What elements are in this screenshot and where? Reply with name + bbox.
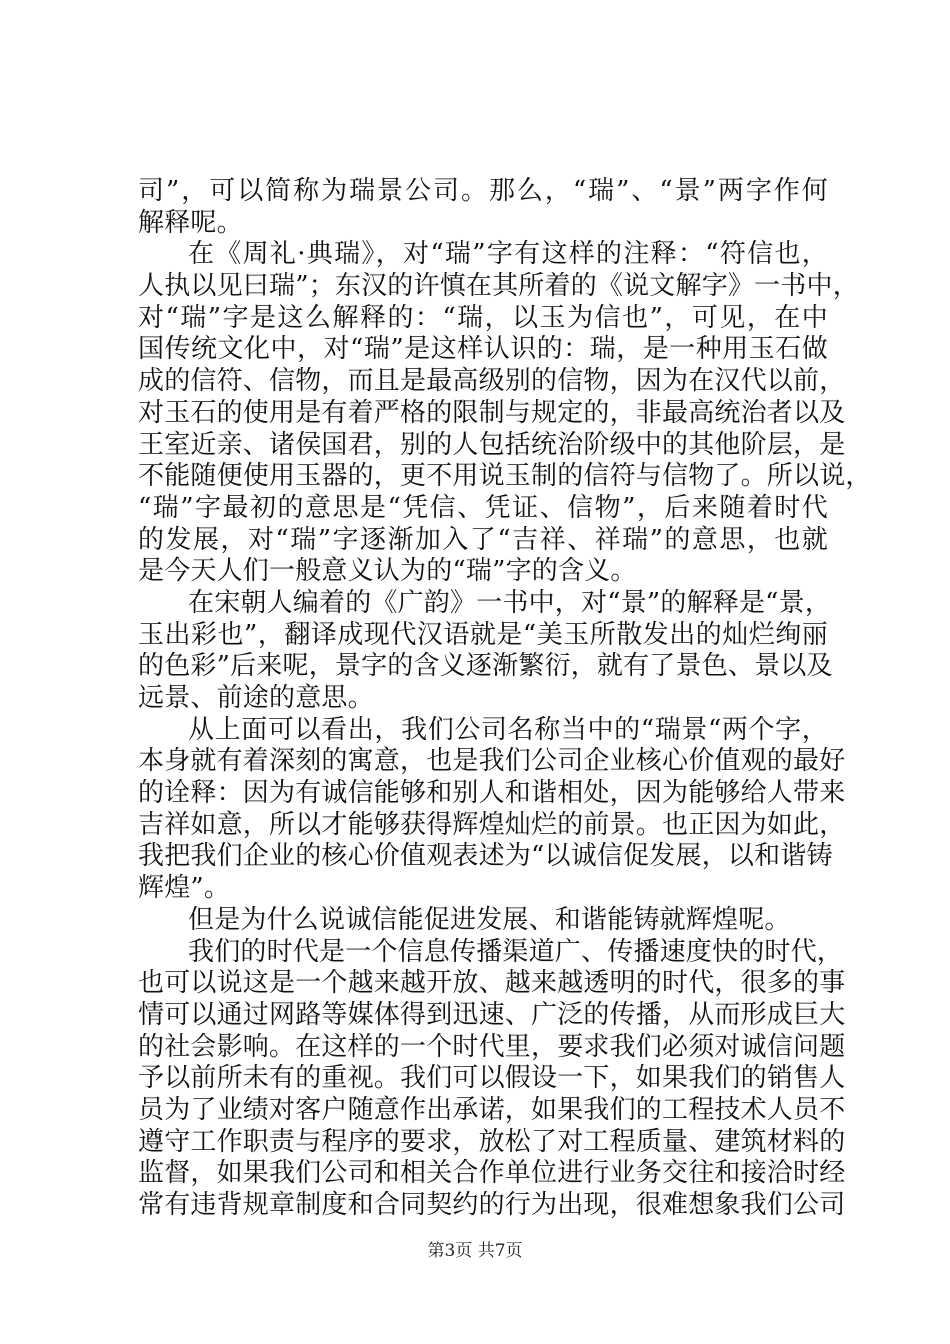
text-line: 我们的时代是一个信息传播渠道广、传播速度快的时代， (188, 936, 844, 967)
text-line: 辉煌”。 (138, 873, 231, 904)
text-line: 我把我们企业的核心价值观表述为“以诚信促发展，以和谐铸 (138, 841, 833, 872)
text-line: 的诠释：因为有诚信能够和别人和谐相处，因为能够给人带来 (138, 778, 846, 809)
text-line: 的色彩”后来呢，景字的含义逐渐繁衍，就有了景色、景以及 (138, 651, 833, 682)
text-line: 是今天人们一般意义认为的“瑞”字的含义。 (138, 556, 637, 587)
text-line: 司”，可以简称为瑞景公司。那么，“瑞”、“景”两字作何 (138, 176, 828, 206)
text-line: 对玉石的使用是有着严格的限制与规定的，非最高统治者以及 (138, 397, 846, 428)
text-line: 遵守工作职责与程序的要求，放松了对工程质量、建筑材料的 (138, 1126, 846, 1157)
text-line: 员为了业绩对客户随意作出承诺，如果我们的工程技术人员不 (138, 1094, 846, 1125)
page-number-footer: 第3页 共7页 (427, 1241, 523, 1261)
document-body (138, 176, 872, 1222)
text-line: 也可以说这是一个越来越开放、越来越透明的时代，很多的事 (138, 968, 846, 999)
text-line: 的社会影响。在这样的一个时代里，要求我们必须对诚信问题 (138, 1031, 846, 1062)
text-line: 成的信符、信物，而且是最高级别的信物，因为在汉代以前， (138, 366, 846, 397)
text-line: 国传统文化中，对“瑞”是这样认识的：瑞，是一种用玉石做 (138, 334, 828, 365)
text-line: 对“瑞”字是这么解释的：“瑞，以玉为信也”，可见，在中 (138, 302, 828, 333)
text-line: 王室近亲、诸侯国君，别的人包括统治阶级中的其他阶层，是 (138, 429, 846, 460)
text-line: 在宋朝人编着的《广韵》一书中，对“景”的解释是“景， (188, 587, 832, 618)
text-line: 从上面可以看出，我们公司名称当中的“瑞景“两个字， (188, 714, 828, 745)
text-line: 的发展，对“瑞”字逐渐加入了“吉祥、祥瑞”的意思，也就 (138, 524, 828, 555)
text-line: 解释呢。 (138, 207, 243, 238)
text-line: 人执以见曰瑞”；东汉的许慎在其所着的《说文解字》一书中， (138, 271, 859, 302)
text-line: 常有违背规章制度和合同契约的行为出现，很难想象我们公司 (138, 1190, 846, 1220)
text-line: 远景、前途的意思。 (138, 683, 374, 713)
text-line: 监督，如果我们公司和相关合作单位进行业务交往和接洽时经 (138, 1158, 846, 1189)
text-line: 予以前所未有的重视。我们可以假设一下，如果我们的销售人 (138, 1063, 846, 1094)
text-line: “瑞”字最初的意思是“凭信、凭证、信物”，后来随着时代 (138, 492, 828, 523)
text-line: 玉出彩也”，翻译成现代汉语就是“美玉所散发出的灿烂绚丽 (138, 619, 828, 650)
text-line: 不能随便使用玉器的，更不用说玉制的信符与信物了。所以说， (138, 461, 872, 492)
text-line: 情可以通过网路等媒体得到迅速、广泛的传播，从而形成巨大 (138, 999, 846, 1030)
text-line: 吉祥如意，所以才能够获得辉煌灿烂的前景。也正因为如此， (138, 809, 846, 840)
text-line: 在《周礼·典瑞》，对“瑞”字有这样的注释：“符信也， (188, 239, 828, 270)
text-line: 但是为什么说诚信能促进发展、和谐能铸就辉煌呢。 (188, 904, 791, 935)
text-line: 本身就有着深刻的寓意，也是我们公司企业核心价值观的最好 (138, 746, 846, 777)
